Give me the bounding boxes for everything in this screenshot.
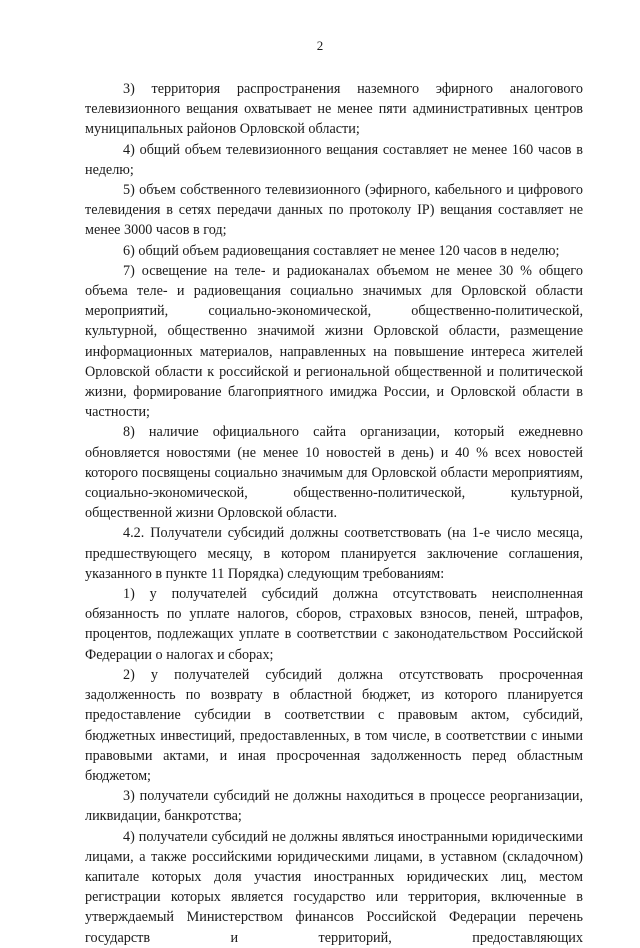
requirement-item-4: 4) получатели субсидий не должны являться иностранными юридическими лицами, а также российскими юридическими лицами, в уставном (складочном) капитале которых доля участия иностранных юридических лиц, местом регистрации которых является государство или территория, включенные в утверждаемый Министерством финансов Российской Федерации перечень государств и территорий, предоставляющих [85,828,583,946]
paragraph-item-3: 3) территория распространения наземного эфирного аналогового телевизионного вещания охватывает не менее пяти административных центров муниципальных районов Орловской области; [85,81,583,138]
paragraph-item-8: 8) наличие официального сайта организации, который ежедневно обновляется новостями (не менее 10 новостей в день) и 40 % всех новостей которого посвящены социально значимым для Орловской области мероприятиям, социально-экономической, общественно-политической, культурной, общественной жизни Орловской области. [85,424,583,522]
paragraph-item-5: 5) объем собственного телевизионного (эфирного, кабельного и цифрового телевидения в сетях передачи данных по протоколу IP) вещания составляет не менее 3000 часов в год; [85,182,583,239]
paragraph-section-4-2: 4.2. Получатели субсидий должны соответствовать (на 1-е число месяца, предшествующего месяцу, в котором планируется заключение соглашения, указанного в пункте 11 Порядка) следующим требованиям: [85,525,583,582]
paragraph-item-4: 4) общий объем телевизионного вещания составляет не менее 160 часов в неделю; [85,141,583,178]
page-number: 2 [316,38,324,53]
paragraph-item-6: 6) общий объем радиовещания составляет не менее 120 часов в неделю; [123,242,560,259]
requirement-item-1: 1) у получателей субсидий должна отсутствовать неисполненная обязанность по уплате налогов, сборов, страховых взносов, пеней, штрафов, процентов, подлежащих уплате в соответствии с законодательством Российской Федерации о налогах и сборах; [85,586,583,663]
paragraph-item-7: 7) освещение на теле- и радиоканалах объемом не менее 30 % общего объема теле- и радиовещания социально значимых для Орловской области мероприятий, социально-экономической, общественно-политической, культурной, общественно значимой жизни Орловской области, размещение информационных материалов, направленных на повышение интереса жителей Орловской области к российской и региональной общественной и политической жизни, формирование благоприятного имиджа России, и Орловской области в частности; [85,262,583,421]
document-body [85,79,583,948]
requirement-item-3: 3) получатели субсидий не должны находиться в процессе реорганизации, ликвидации, банкротства; [85,788,583,825]
requirement-item-2: 2) у получателей субсидий должна отсутствовать просроченная задолженность по возврату в областной бюджет, из которого планируется предоставление субсидии в соответствии с правовым актом, субсидий, бюджетных инвестиций, предоставленных, в том числе, в соответствии с иными правовыми актами, и иная просроченная задолженность перед областным бюджетом; [85,666,583,784]
